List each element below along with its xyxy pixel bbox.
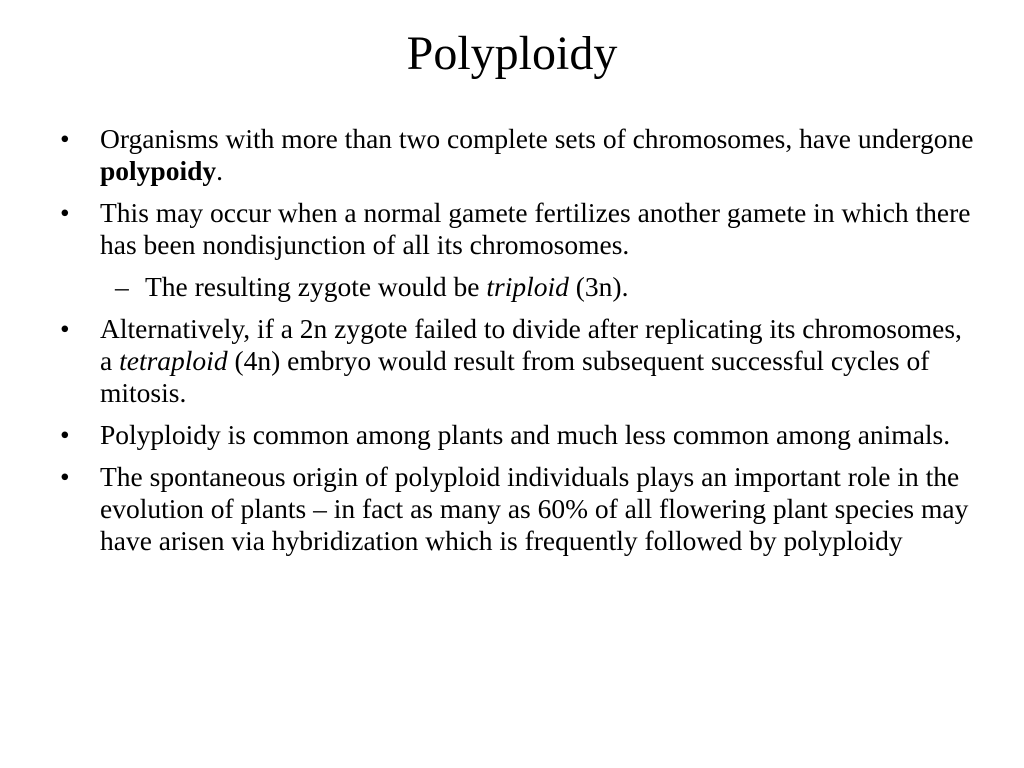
bullet-5 xyxy=(100,461,980,557)
slide-title: Polyploidy xyxy=(406,27,618,80)
sub-bullet-1-italic-term: triploid xyxy=(486,271,569,302)
bullet-3 xyxy=(100,313,980,409)
sub-bullet-1-text-end: (3n). xyxy=(568,271,629,302)
bullet-1 xyxy=(100,123,980,187)
bullet-1-text-end: . xyxy=(216,155,224,186)
bullet-2-text: This may occur when a normal gamete fertilizes another gamete in which there has been nondisjunction of all its chromosomes. xyxy=(100,197,971,260)
bullet-5-text: The spontaneous origin of polyploid individuals plays an important role in the evolution of plants – in fact as many as 60% of all flowering plant species may have arisen via hybridization which is frequently followed by polyploidy xyxy=(100,461,969,556)
sub-bullet-1 xyxy=(145,271,980,303)
bullet-3-text: Alternatively, if a 2n zygote failed to divide after replicating its chromosomes, a xyxy=(100,313,962,376)
bullet-1-bold-term: polypoidy xyxy=(100,155,217,186)
bullet-list xyxy=(100,123,980,567)
bullet-4 xyxy=(100,419,980,451)
bullet-2-sub-list xyxy=(100,271,980,303)
bullet-4-text: Polyploidy is common among plants and much less common among animals. xyxy=(100,419,951,450)
bullet-1-text: Organisms with more than two complete sets of chromosomes, have undergone xyxy=(100,123,974,154)
sub-bullet-1-text: The resulting zygote would be xyxy=(145,271,487,302)
bullet-2 xyxy=(100,197,980,303)
bullet-3-text-end: (4n) embryo would result from subsequent successful cycles of mitosis. xyxy=(100,345,930,408)
bullet-3-italic-term: tetraploid xyxy=(119,345,228,376)
